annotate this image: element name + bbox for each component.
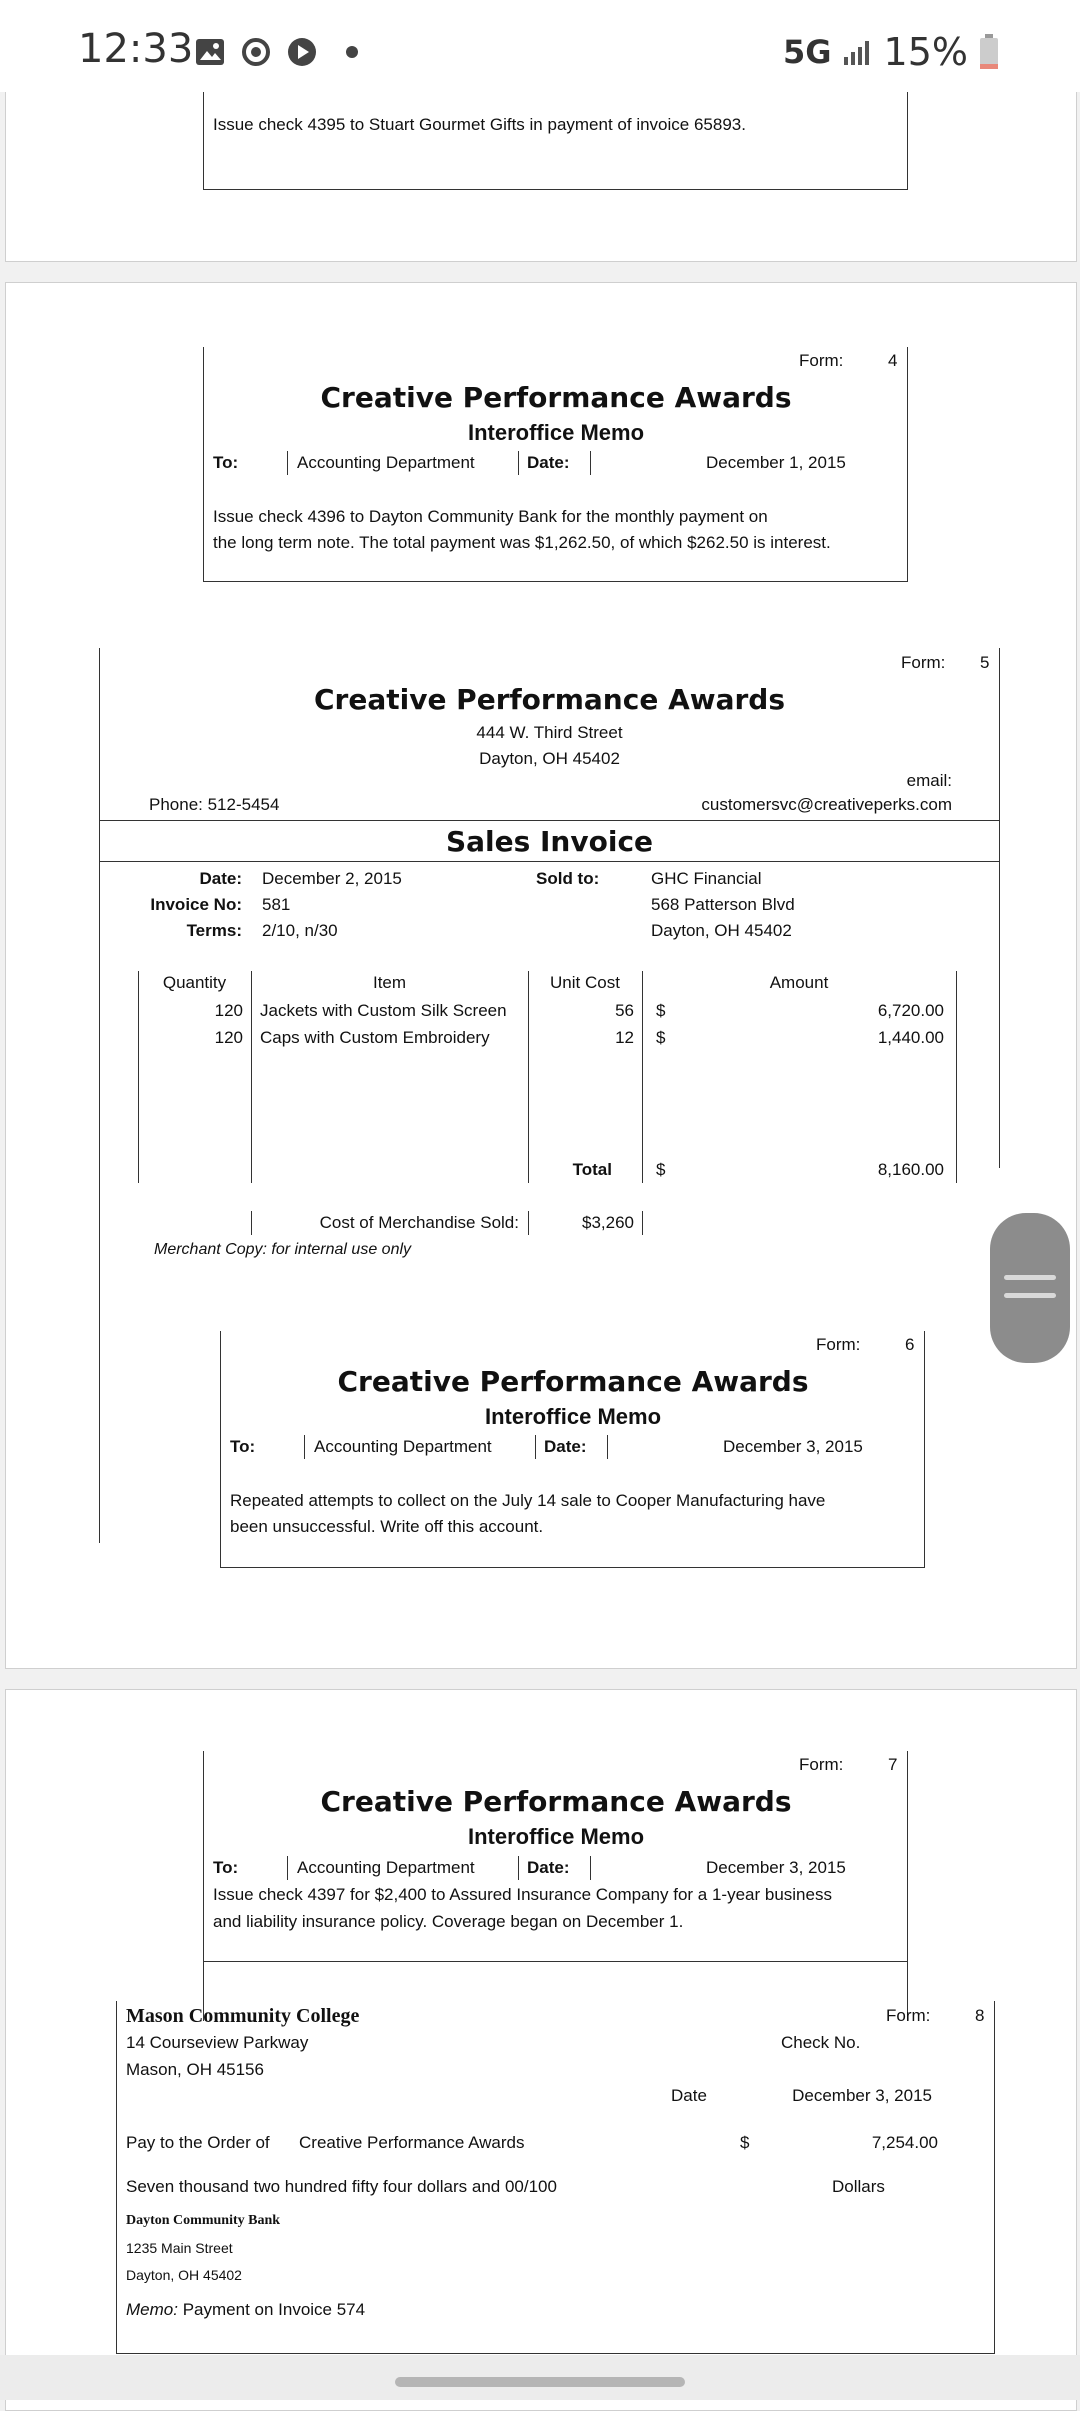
- form-number: 5: [980, 653, 990, 672]
- col-header-item: Item: [372, 973, 407, 992]
- sync-icon: [240, 36, 272, 68]
- date-value: December 2, 2015: [262, 869, 402, 888]
- date-label: Date:: [199, 869, 242, 888]
- total-amount: 8,160.00: [877, 1160, 944, 1179]
- payee-name: Creative Performance Awards: [299, 2133, 525, 2152]
- dot-icon: [340, 36, 372, 68]
- form-label: Form:: [799, 1755, 844, 1774]
- dollars-label: Dollars: [832, 2177, 885, 2196]
- memo-subtitle: Interoffice Memo: [467, 1824, 645, 1849]
- memo-line: [126, 2300, 365, 2320]
- company-title: Creative Performance Awards: [337, 1365, 809, 1398]
- sold-to-line: GHC Financial: [651, 869, 762, 888]
- pay-to-label: Pay to the Order of: [126, 2133, 270, 2152]
- date-label: Date:: [544, 1437, 587, 1456]
- total-label: Total: [572, 1160, 612, 1179]
- date-value: December 3, 2015: [706, 1858, 846, 1877]
- col-header-amount: Amount: [769, 973, 829, 992]
- row-item: Jackets with Custom Silk Screen: [260, 1001, 507, 1020]
- check-date: December 3, 2015: [792, 2086, 932, 2105]
- row-currency: $: [656, 1028, 666, 1047]
- memo-subtitle: Interoffice Memo: [467, 420, 645, 445]
- payer-name: Mason Community College: [126, 2005, 360, 2027]
- terms-label: Terms:: [186, 921, 242, 940]
- company-title: Creative Performance Awards: [320, 381, 792, 414]
- total-currency: $: [656, 1160, 666, 1179]
- memo-body-line: Repeated attempts to collect on the July 14 sale to Cooper Manufacturing have: [230, 1491, 826, 1510]
- check-amount: 7,254.00: [871, 2133, 938, 2152]
- amount-currency: $: [740, 2133, 750, 2152]
- memo-body: Issue check 4395 to Stuart Gourmet Gifts in payment of invoice 65893.: [213, 115, 746, 134]
- row-amount: 1,440.00: [877, 1028, 944, 1047]
- to-value: Accounting Department: [314, 1437, 492, 1456]
- memo-body-line: and liability insurance policy. Coverage began on December 1.: [213, 1912, 684, 1931]
- document-page: [5, 1689, 1077, 2411]
- terms-value: 2/10, n/30: [262, 921, 338, 940]
- check-date-label: Date: [671, 2086, 707, 2105]
- memo-label: Memo:: [126, 2300, 178, 2319]
- status-right: [783, 30, 1000, 74]
- sold-to-label: Sold to:: [536, 869, 600, 888]
- memo-body-line: Issue check 4396 to Dayton Community Bank for the monthly payment on: [213, 507, 768, 526]
- invoice-no-label: Invoice No:: [150, 895, 242, 914]
- email-address: customersvc@creativeperks.com: [701, 795, 952, 814]
- row-currency: $: [656, 1001, 666, 1020]
- to-label: To:: [213, 453, 239, 472]
- merchant-copy-note: Merchant Copy: for internal use only: [154, 1241, 412, 1258]
- bank-address-line: Dayton, OH 45402: [126, 2267, 242, 2283]
- company-title: Creative Performance Awards: [320, 1785, 792, 1818]
- form-label: Form:: [799, 351, 844, 370]
- to-label: To:: [230, 1437, 256, 1456]
- status-bar: [0, 0, 1080, 92]
- payer-address-line: Mason, OH 45156: [126, 2060, 264, 2079]
- cogs-value: $3,260: [582, 1213, 634, 1232]
- company-address-line: 444 W. Third Street: [476, 723, 623, 742]
- to-value: Accounting Department: [297, 1858, 475, 1877]
- memo-body-line: been unsuccessful. Write off this account.: [230, 1517, 544, 1536]
- payer-address-line: 14 Courseview Parkway: [126, 2033, 309, 2052]
- signal-icon: [842, 37, 874, 67]
- row-unit-cost: 56: [615, 1001, 634, 1020]
- form-label: Form:: [816, 1335, 861, 1354]
- company-address-line: Dayton, OH 45402: [479, 749, 620, 768]
- company-title: Creative Performance Awards: [313, 683, 786, 716]
- media-play-icon: [286, 36, 318, 68]
- memo-body-line: Issue check 4397 for $2,400 to Assured Insurance Company for a 1-year business: [213, 1885, 832, 1904]
- check-no-label: Check No.: [781, 2033, 861, 2052]
- memo-text: Payment on Invoice 574: [182, 2300, 366, 2319]
- form-label: Form:: [901, 653, 946, 672]
- row-quantity: 120: [214, 1028, 243, 1047]
- navigation-bar: [0, 2355, 1080, 2400]
- memo-body-line: the long term note. The total payment was $1,262.50, of which $262.50 is interest.: [213, 533, 831, 552]
- battery-percent: 15%: [883, 30, 968, 74]
- grip-line: [1004, 1275, 1056, 1280]
- phone-number: Phone: 512-5454: [149, 795, 280, 814]
- row-amount: 6,720.00: [877, 1001, 944, 1020]
- battery-icon: [978, 33, 1000, 71]
- col-header-unit-cost: Unit Cost: [550, 973, 620, 992]
- date-value: December 3, 2015: [723, 1437, 863, 1456]
- grip-line: [1004, 1293, 1056, 1298]
- form-number: 8: [975, 2006, 985, 2025]
- status-time: 12:33: [78, 26, 194, 72]
- email-label: email:: [906, 771, 952, 790]
- to-value: Accounting Department: [297, 453, 475, 472]
- form-number: 6: [905, 1335, 915, 1354]
- network-label: 5G: [783, 33, 832, 71]
- invoice-heading: Sales Invoice: [445, 825, 654, 858]
- to-label: To:: [213, 1858, 239, 1877]
- home-gesture-pill[interactable]: [395, 2377, 685, 2387]
- col-header-quantity: Quantity: [162, 973, 227, 992]
- row-quantity: 120: [214, 1001, 243, 1020]
- date-label: Date:: [527, 453, 570, 472]
- sold-to-line: 568 Patterson Blvd: [651, 895, 795, 914]
- form-number: 7: [888, 1755, 898, 1774]
- memo-subtitle: Interoffice Memo: [484, 1404, 662, 1429]
- form-label: Form:: [886, 2006, 931, 2025]
- amount-in-words: Seven thousand two hundred fifty four dollars and 00/100: [126, 2177, 557, 2196]
- cogs-label: Cost of Merchandise Sold:: [319, 1213, 519, 1232]
- document-page: [5, 282, 1077, 1669]
- invoice-no-value: 581: [262, 895, 291, 914]
- gallery-icon: [194, 36, 226, 68]
- date-label: Date:: [527, 1858, 570, 1877]
- row-unit-cost: 12: [615, 1028, 634, 1047]
- date-value: December 1, 2015: [706, 453, 846, 472]
- bank-address-line: 1235 Main Street: [126, 2240, 233, 2256]
- bank-name: Dayton Community Bank: [126, 2213, 281, 2228]
- border-bottom: [203, 189, 908, 190]
- form-number: 4: [888, 351, 898, 370]
- sold-to-line: Dayton, OH 45402: [651, 921, 792, 940]
- row-item: Caps with Custom Embroidery: [260, 1028, 490, 1047]
- scroll-handle[interactable]: [990, 1213, 1070, 1363]
